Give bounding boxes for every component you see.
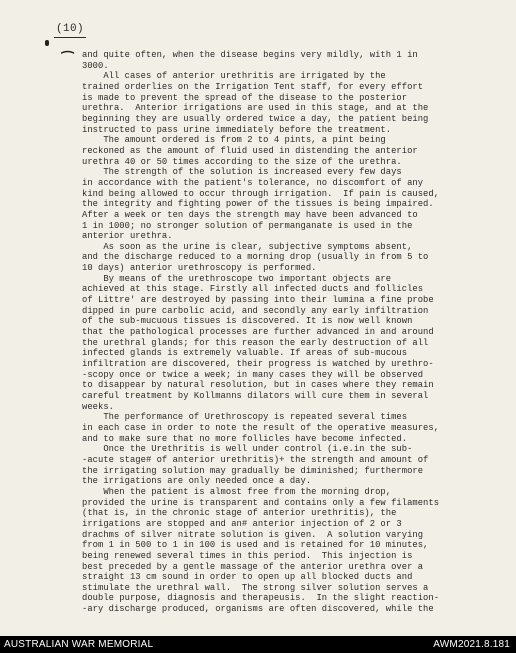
- text-line: achieved at this stage. Firstly all infected ducts and follicles: [82, 284, 424, 295]
- text-line: anterior urethra.: [82, 231, 173, 242]
- text-line: As soon as the urine is clear, subjective symptoms absent,: [82, 241, 413, 252]
- text-line: drachms of silver nitrate solution is given. A solution varying: [82, 529, 424, 540]
- text-line: and to make sure that no more follicles have become infected.: [82, 433, 408, 444]
- text-line: kind being allowed to occur through irrigation. If pain is caused,: [82, 188, 440, 199]
- text-line: straight 13 cm sound in order to open up all blocked ducts and: [82, 572, 413, 583]
- text-line: When the patient is almost free from the morning drop,: [82, 486, 392, 497]
- text-line: infiltration are discovered, their progress is watched by urethro-: [82, 359, 434, 370]
- text-line: is made to prevent the spread of the disease to the posterior: [82, 92, 408, 103]
- text-line: (that is, in the chronic stage of anterior urethritis), the: [82, 508, 397, 519]
- page-number: [56, 23, 84, 35]
- text-line: After a week or ten days the strength may have been advanced to: [82, 209, 418, 220]
- body-text: [82, 50, 502, 615]
- text-line: and the discharge reduced to a morning drop (usually in from 5 to: [82, 252, 429, 263]
- text-line: irrigations are stopped and an# anterior injection of 2 or 3: [82, 518, 402, 529]
- text-line: careful treatment by Kollmanns dilators will cure them in several: [82, 391, 429, 401]
- footer-institution: AUSTRALIAN WAR MEMORIAL: [4, 639, 154, 650]
- text-line: 3000.: [82, 60, 109, 71]
- text-line: in accordance with the patient's tolerance, no discomfort of any: [82, 177, 424, 188]
- text-line: and quite often, when the disease begins very mildly, with 1 in: [82, 50, 418, 60]
- text-line: being renewed several times in this period. This injection is: [82, 550, 413, 561]
- text-line: beginning they are usually ordered twice a day, the patient being: [82, 113, 429, 124]
- text-line: of the sub-mucuous tissues is discovered. It is now well known: [82, 316, 413, 327]
- text-line: best preceded by a gentle massage of the anterior urethra over a: [82, 561, 424, 572]
- text-line: the integrity and fighting power of the tissues is being impaired.: [82, 199, 434, 210]
- text-line: urethra. Anterior irrigations are used in this stage, and at the: [82, 103, 429, 114]
- text-line: in each case in order to note the result of the operative measures,: [82, 422, 440, 433]
- text-line: -ary discharge produced, organisms are often discovered, while the: [82, 604, 434, 615]
- text-line: -acute stage# of anterior urethritis)+ the strength and amount of: [82, 454, 429, 465]
- text-line: the irrigating solution may gradually be diminished; furthermore: [82, 465, 424, 476]
- text-line: to disappear by natural resolution, but in cases where they remain: [82, 380, 434, 391]
- text-line: of Littre' are destroyed by passing into their lumina a fine probe: [82, 295, 434, 306]
- text-line: trained orderlies on the Irrigation Tent staff, for every effort: [82, 81, 424, 92]
- page-number-text: (10): [56, 23, 85, 35]
- text-line: 1 in 1000; no stronger solution of permanganate is used in the: [82, 220, 413, 231]
- text-line: that the pathological processes are further advanced in and around: [82, 327, 434, 338]
- footer-bar: [0, 636, 516, 653]
- text-line: provided the urine is transparent and contains only a few filaments: [82, 497, 440, 508]
- text-line: The amount ordered is from 2 to 4 pints, a pint being: [82, 135, 386, 146]
- text-line: stimulate the urethral wall. The strong silver solution serves a: [82, 582, 429, 593]
- text-line: -scopy once or twice a week; in many cases they will be observed: [82, 369, 424, 380]
- text-line: infected glands is extremely valuable. If areas of sub-mucous: [82, 348, 408, 359]
- page-number-underline: [54, 37, 86, 38]
- text-line: By means of the urethroscope two important objects are: [82, 273, 392, 284]
- text-line: the irrigations are only needed once a day.: [82, 476, 312, 487]
- text-line: urethra 40 or 50 times according to the size of the urethra.: [82, 156, 402, 167]
- text-line: The performance of Urethroscopy is repeated several times: [82, 412, 408, 423]
- text-line: 10 days) anterior urethroscopy is performed.: [82, 263, 317, 274]
- text-line: double purpose, diagnosis and therapeusis. In the slight reaction-: [82, 593, 440, 604]
- hook-mark-icon: ⁀: [62, 53, 74, 69]
- text-line: Once the Urethritis is well under control (i.e.in the sub-: [82, 444, 413, 455]
- ink-mark: [45, 40, 49, 46]
- text-line: reckoned as the amount of fluid used in distending the anterior: [82, 145, 418, 156]
- text-line: the urethral glands; for this reason the early destruction of all: [82, 337, 429, 348]
- footer-accession-number: AWM2021.8.181: [433, 639, 510, 650]
- text-line: All cases of anterior urethritis are irrigated by the: [82, 71, 386, 82]
- text-line: from 1 in 500 to 1 in 100 is used and is retained for 10 minutes,: [82, 540, 429, 551]
- text-line: The strength of the solution is increased every few days: [82, 167, 402, 178]
- text-line: dipped in pure carbolic acid, and secondly any early infiltration: [82, 305, 429, 316]
- text-line: weeks.: [82, 401, 114, 412]
- text-line: instructed to pass urine immediately before the treatment.: [82, 124, 392, 135]
